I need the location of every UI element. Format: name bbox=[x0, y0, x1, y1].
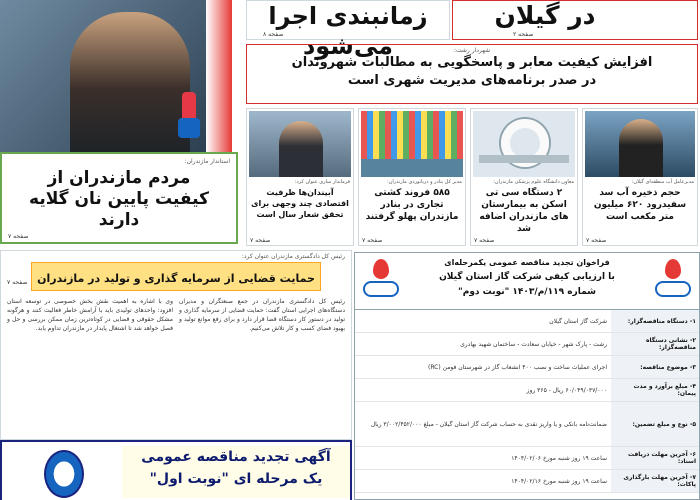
page-ref: صفحه ۲ bbox=[513, 31, 534, 38]
ad-logo bbox=[44, 450, 84, 498]
row-label: ۱- دستگاه مناقصه‌گزار: bbox=[611, 310, 699, 332]
row-label: ۳- موضوع مناقصه: bbox=[611, 356, 699, 378]
judiciary-kicker: رئیس کل دادگستری مازندران عنوان کرد: bbox=[241, 253, 345, 260]
mayor-kicker: شهردار رشت: bbox=[453, 47, 491, 54]
judiciary-story[interactable] bbox=[0, 250, 352, 440]
gas-logo-icon-2 bbox=[363, 259, 399, 299]
row-value: ساعت ۱۹ روز شنبه مورخ ۱۴۰۴/۰۲/۱۶ bbox=[511, 477, 607, 485]
row-value: اجرای عملیات ساخت و نصب ۴۰۰ انشعاب گاز در شهرستان فومن (RC) bbox=[427, 363, 607, 371]
story-photo bbox=[249, 111, 351, 177]
article-column-left: وی با اشاره به اهمیت نقش بخش خصوصی در توسعه استان افزود: واحدهای تولیدی باید با آرامش خاطر فعالیت کنند و هرگونه مشکل حقوقی و قضایی در کوتاه‌ترین زمان ممکن بررسی و حل و فصل خواهد شد تا اشتغال پایدار در مازندران تداوم یابد. bbox=[7, 298, 173, 332]
story-kicker: فرماندار ساری عنوان کرد: bbox=[294, 179, 350, 185]
row-value: ضمانت‌نامه بانکی و یا واریز نقدی به حساب شرکت گاز استان گیلان - مبلغ ۳/۰۰۲/۴۵۲/۰۰۰ ریال bbox=[370, 420, 607, 428]
ad-title-line2[interactable]: یک مرحله ای "نوبت اول" bbox=[149, 471, 323, 487]
story-card[interactable] bbox=[470, 108, 578, 246]
judiciary-title[interactable]: حمایت قضایی از سرمایه گذاری و تولید در مازندران bbox=[37, 272, 315, 285]
row-value: ۶۰/۰۴۹/۰۳۷/۰۰۰ ریال - ۳۶۵ روز bbox=[526, 386, 607, 394]
tender-header bbox=[355, 253, 699, 310]
mayor-story-box[interactable] bbox=[246, 44, 698, 104]
judiciary-title-box[interactable] bbox=[31, 262, 321, 291]
port-photo bbox=[361, 111, 463, 177]
row-label: ۴- مبلغ برآورد و مدت پیمان: bbox=[611, 379, 699, 401]
tender-row bbox=[355, 402, 699, 447]
top-right-headline[interactable]: در گیلان bbox=[494, 1, 596, 30]
article-body bbox=[1, 291, 351, 339]
ct-bed bbox=[479, 155, 569, 163]
top-right-headline-box[interactable] bbox=[452, 0, 698, 40]
person-figure bbox=[279, 121, 323, 177]
flag-stripe bbox=[206, 0, 232, 152]
row-label: ۶- آخرین مهلت دریافت اسناد: bbox=[611, 447, 699, 469]
page-ref: صفحه ۷ bbox=[586, 237, 607, 244]
article-column-right: رئیس کل دادگستری مازندران در جمع صنعتگران و مدیران دستگاه‌های اجرایی استان گفت: حمایت قضایی از سرمایه گذاری و تولید در دستور کار دستگاه قضا قرار دارد و برای رفع موانع تولید و بهبود فضای کسب و کار تلاش می‌کنیم. bbox=[179, 298, 345, 332]
left-story-box[interactable] bbox=[0, 152, 238, 244]
story-card[interactable] bbox=[358, 108, 466, 246]
story-cards bbox=[246, 108, 698, 248]
row-value: شرکت گاز استان گیلان bbox=[549, 317, 607, 325]
mayor-title-line1[interactable]: افزایش کیفیت معابر و پاسخگویی به مطالبات شهروندان bbox=[291, 55, 653, 70]
story-photo bbox=[585, 111, 695, 177]
gas-logo-icon bbox=[655, 259, 691, 299]
ad-title-line1[interactable]: آگهی تجدید مناقصه عمومی bbox=[141, 449, 331, 465]
row-value: ساعت ۱۹ روز شنبه مورخ ۱۴۰۴/۰۲/۰۶ bbox=[511, 454, 607, 462]
tender-row bbox=[355, 356, 699, 379]
left-story-title[interactable]: مردم مازندران از کیفیت پایین نان گلایه دارند bbox=[29, 168, 209, 230]
top-mid-headline-box[interactable] bbox=[246, 0, 450, 60]
ct-scanner-photo bbox=[473, 111, 575, 177]
row-value: رشت - پارک شهر - خیابان سعادت - ساختمان شهید بهادری bbox=[460, 340, 607, 348]
tender-row bbox=[355, 333, 699, 356]
page-ref: صفحه ۷ bbox=[7, 279, 28, 286]
gas-tender bbox=[354, 252, 700, 500]
page-ref: صفحه ۸ bbox=[263, 31, 284, 38]
sea bbox=[361, 159, 463, 177]
story-card[interactable] bbox=[582, 108, 698, 246]
row-label: ۲- نشانی دستگاه مناقصه‌گزار: bbox=[611, 333, 699, 355]
person-figure bbox=[70, 12, 190, 152]
story-kicker: مدیرعامل آب منطقه‌ای گیلان: bbox=[631, 179, 694, 185]
page-ref: صفحه ۷ bbox=[250, 237, 271, 244]
tender-row bbox=[355, 447, 699, 470]
microphone-icon-2 bbox=[178, 118, 200, 138]
tender-heading-1: فراخوان تجدید مناقصه عمومی یکمرحله‌ای bbox=[444, 258, 610, 267]
page-ref: صفحه ۷ bbox=[474, 237, 495, 244]
left-story-kicker: استاندار مازندران: bbox=[184, 158, 230, 165]
story-kicker: معاون دانشگاه علوم پزشکی مازندران: bbox=[493, 179, 574, 185]
lead-photo bbox=[0, 0, 232, 152]
tender-row bbox=[355, 470, 699, 493]
story-card[interactable] bbox=[246, 108, 354, 246]
story-title[interactable]: حجم ذخیره آب سد سفیدرود ۶۲۰ میلیون متر مکعب است bbox=[593, 188, 687, 222]
story-title[interactable]: ۵۸۵ فروند کشتی تجاری در بنادر مازندران پهلو گرفتند bbox=[365, 188, 459, 222]
ad-title-box[interactable] bbox=[122, 446, 350, 498]
tender-heading-2: با ارزیابی کیفی شرکت گاز استان گیلان bbox=[439, 272, 615, 282]
top-mid-headline[interactable]: زمانبندی اجرا می‌شود bbox=[268, 2, 428, 60]
tender-row bbox=[355, 310, 699, 333]
story-title[interactable]: ۲ دستگاه سی تی اسکن به بیمارستان های مازندران اضافه شد bbox=[479, 188, 569, 234]
tender-table bbox=[355, 310, 699, 493]
tender-ad[interactable] bbox=[0, 440, 352, 500]
tender-heading-3: شماره ۱۱۹/م/۱۴۰۳ "نوبت دوم" bbox=[458, 287, 596, 297]
tender-row bbox=[355, 379, 699, 402]
person-figure bbox=[619, 119, 663, 177]
page-ref: صفحه ۷ bbox=[362, 237, 383, 244]
page-ref: صفحه ۷ bbox=[8, 233, 29, 240]
story-kicker: مدیر کل بنادر و دریانوردی مازندران: bbox=[387, 179, 462, 185]
row-label: ۵- نوع و مبلغ تضمین: bbox=[611, 402, 699, 446]
row-label: ۷- آخرین مهلت بارگذاری پاکات: bbox=[611, 470, 699, 492]
story-title[interactable]: آبیندان‌ها ظرفیت اقتصادی چند وجهی برای تحقق شعار سال است bbox=[251, 188, 349, 219]
mayor-title-line2[interactable]: در صدر برنامه‌های مدیریت شهری است bbox=[347, 73, 597, 88]
